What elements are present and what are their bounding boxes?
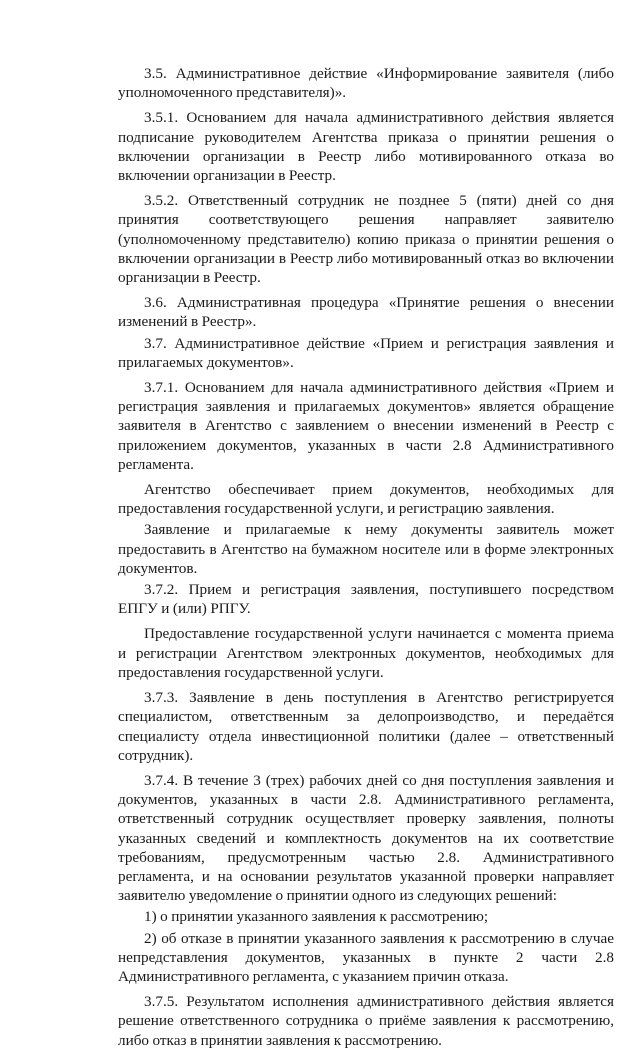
paragraph-3-7-3: 3.7.3. Заявление в день поступления в Агентство регистрируется специалистом, ответственным за делопроизводство, и передаётся специалисту отдела инвестиционной политики (далее – ответственный сотрудник). xyxy=(118,689,614,764)
paragraph-3-5-1: 3.5.1. Основанием для начала административного действия является подписание руководителем Агентства приказа о принятии решения о включении организации в Реестр либо мотивированного отказа во включении организации в Реестр. xyxy=(118,109,614,185)
paragraph-3-5-2: 3.5.2. Ответственный сотрудник не позднее 5 (пяти) дней со дня принятия соответствующего решения направляет заявителю (уполномоченному представителю) копию приказа о принятии решения о включении организации в Реестр либо мотивированный отказ во включении организации в Реестр. xyxy=(118,192,614,287)
paragraph-3-5: 3.5. Административное действие «Информирование заявителя (либо уполномоченного представителя)». xyxy=(118,65,614,102)
paragraph-application-submission: Заявление и прилагаемые к нему документы заявитель может предоставить в Агентство на бумажном носителе или в форме электронных документов. xyxy=(118,521,614,577)
paragraph-agency-provides: Агентство обеспечивает прием документов, необходимых для предоставления государственной услуги, и регистрацию заявления. xyxy=(118,481,614,518)
list-item-1: 1) о принятии указанного заявления к рассмотрению; xyxy=(144,908,489,926)
paragraph-3-7: 3.7. Административное действие «Прием и регистрация заявления и прилагаемых документов». xyxy=(118,334,614,371)
list-item-2: 2) об отказе в принятии указанного заявления к рассмотрению в случае непредставления документов, указанных в пункте 2 части 2.8 Административного регламента, с указанием причин отказа. xyxy=(118,929,614,985)
paragraph-3-7-4: 3.7.4. В течение 3 (трех) рабочих дней со дня поступления заявления и документов, указанных в части 2.8. Административного регламента, ответственный сотрудник осуществляет проверку заявления, полноты указанных сведений и комплектность документов на их соответствие требованиям, предусмотренным частью 2.8. Административного регламента, и на основании результатов указанной проверки направляет заявителю уведомление о принятии одного из следующих решений: xyxy=(118,771,614,905)
paragraph-3-7-2: 3.7.2. Прием и регистрация заявления, поступившего посредством ЕПГУ и (или) РПГУ. xyxy=(118,581,614,618)
paragraph-service-start: Предоставление государственной услуги начинается с момента приема и регистрации Агентством электронных документов, необходимых для предоставления государственной услуги. xyxy=(118,625,614,681)
paragraph-3-7-5: 3.7.5. Результатом исполнения административного действия является решение ответственного сотрудника о приёме заявления к рассмотрению, либо отказ в принятии заявления к рассмотрению. xyxy=(118,993,614,1049)
paragraph-3-6: 3.6. Административная процедура «Принятие решения о внесении изменений в Реестр». xyxy=(118,294,614,331)
paragraph-3-7-1: 3.7.1. Основанием для начала административного действия «Прием и регистрация заявления и прилагаемых документов» является обращение заявителя в Агентство с заявлением о внесении изменений в Реестр с приложением документов, указанных в части 2.8 Административного регламента. xyxy=(118,379,614,473)
